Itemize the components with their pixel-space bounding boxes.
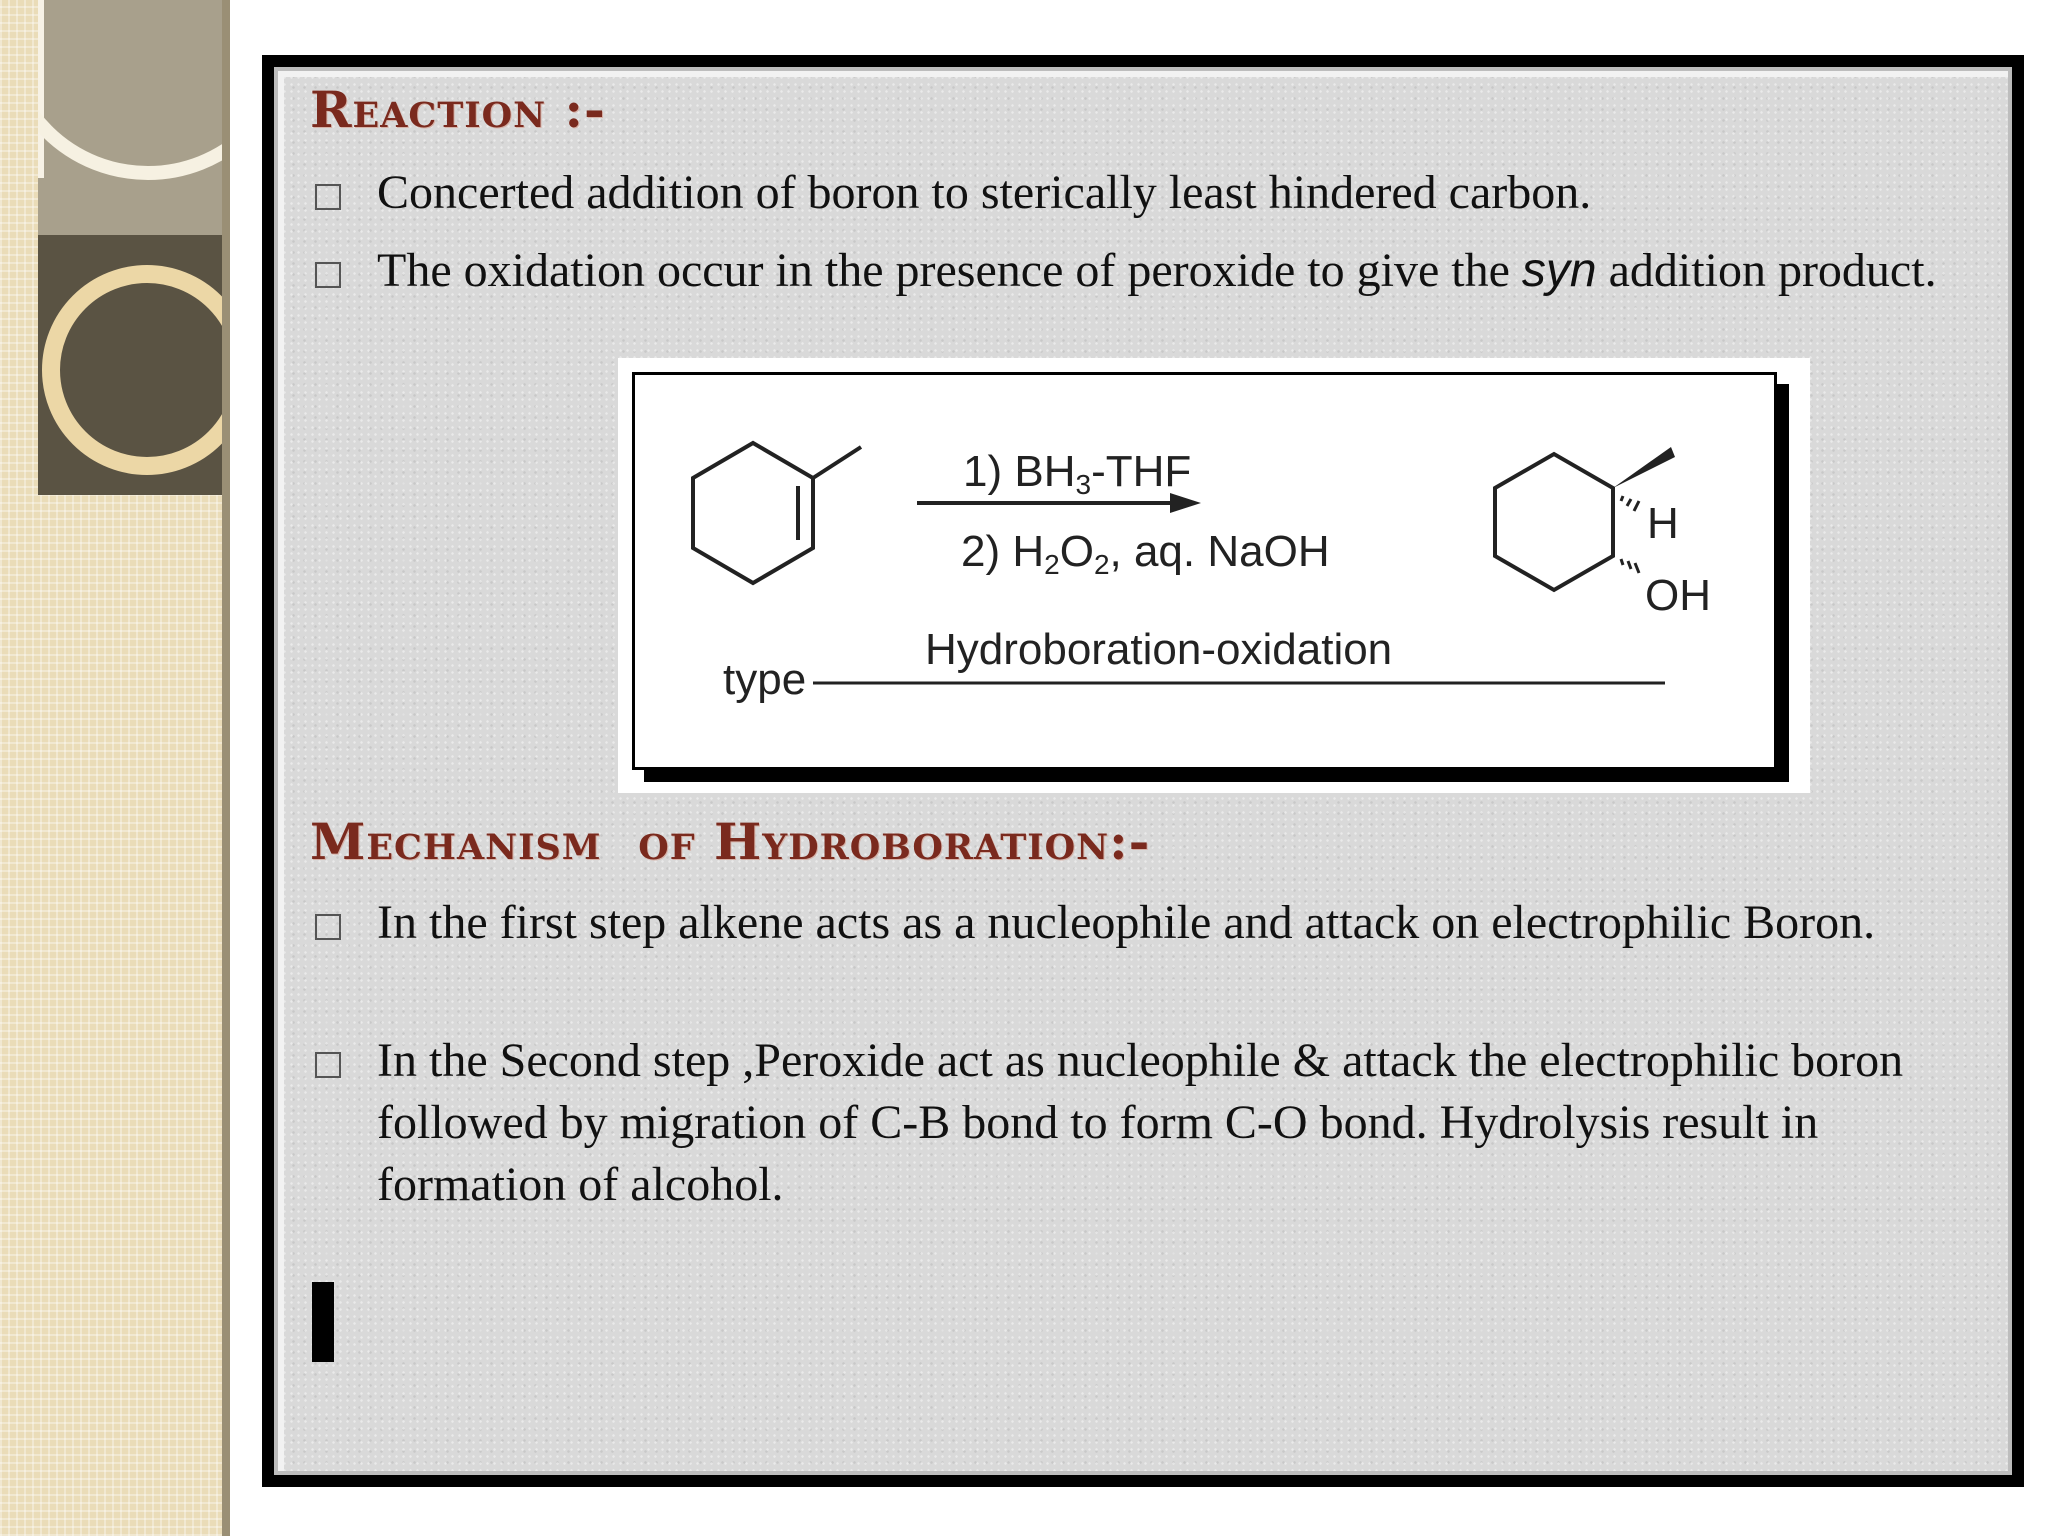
bullet-text: In the first step alkene acts as a nucleophile and attack on electrophilic Boron.	[377, 896, 1876, 949]
reaction-scheme	[632, 372, 1777, 770]
decorative-arc-block	[38, 0, 222, 235]
syn-italic: syn	[1521, 244, 1597, 297]
reactant-structure	[693, 443, 861, 583]
reaction-bullet-1	[315, 162, 1995, 224]
product-oh-label: OH	[1645, 571, 1711, 620]
type-label: type	[723, 655, 807, 704]
reagent-2: 2) $H_2O_2$, aq. NaOH	[961, 527, 1330, 580]
bullet-text: Concerted addition of boron to sterically least hindered carbon.	[377, 166, 1592, 219]
bullet-text-after: addition product.	[1596, 244, 1937, 297]
bullet-text-before: The oxidation occur in the presence of peroxide to give the	[377, 244, 1522, 297]
mechanism-bullet-1	[315, 892, 1995, 954]
cyclohexene-ring	[693, 443, 813, 583]
hashed-bond-up	[1621, 496, 1639, 511]
reaction-heading: Reaction :-	[310, 80, 606, 139]
decorative-ring	[42, 265, 222, 475]
cyclohexane-ring	[1495, 454, 1613, 590]
wedge-bond	[1613, 447, 1675, 488]
bullet-square-icon	[315, 262, 341, 288]
text-cursor-bar	[312, 1282, 334, 1362]
type-value: Hydroboration-oxidation	[925, 625, 1393, 674]
decorative-arc	[38, 0, 222, 180]
bullet-square-icon	[315, 1052, 341, 1078]
mechanism-heading: Mechanism of Hydroboration:-	[310, 812, 1151, 871]
mechanism-bullet-2	[315, 1030, 1995, 1216]
bullet-square-icon	[315, 184, 341, 210]
hashed-bond-down	[1621, 559, 1639, 573]
methyl-bond	[813, 447, 861, 478]
product-h-label: H	[1647, 499, 1679, 548]
product-structure	[1495, 454, 1613, 590]
bullet-square-icon	[315, 914, 341, 940]
reagent-1: 1) $BH_3$-THF	[963, 447, 1192, 500]
strip-divider	[222, 0, 230, 1536]
bullet-text: In the Second step ,Peroxide act as nucleophile & attack the electrophilic boron followed by migration of C-B bond to form C-O bond. Hydrolysis result in formation of alcohol.	[377, 1034, 1904, 1211]
bullet-text	[377, 240, 1995, 302]
reaction-bullet-2	[315, 240, 1995, 302]
decorative-ring-block	[38, 235, 222, 495]
